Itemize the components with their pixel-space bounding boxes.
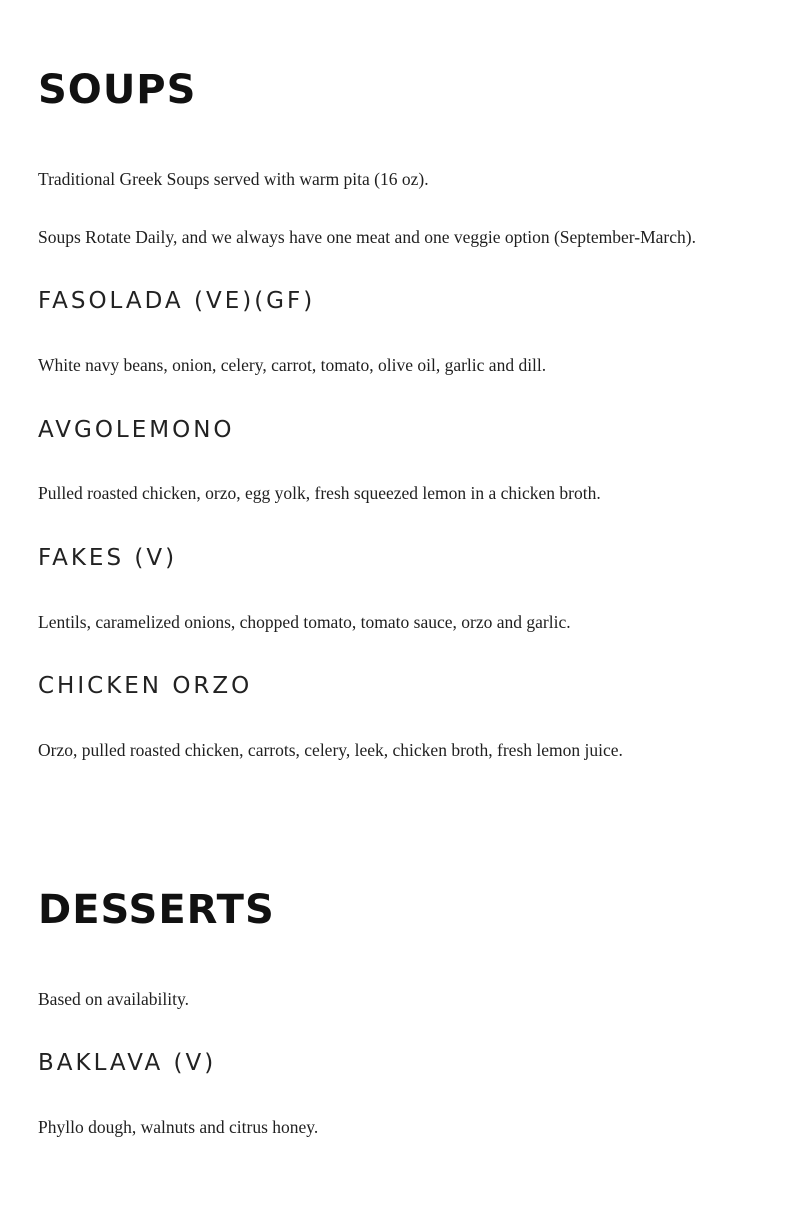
menu-item-description: Pulled roasted chicken, orzo, egg yolk, fresh squeezed lemon in a chicken broth. bbox=[38, 483, 601, 503]
menu-item-description: White navy beans, onion, celery, carrot, tomato, olive oil, garlic and dill. bbox=[38, 355, 547, 375]
menu-item-description: Orzo, pulled roasted chicken, carrots, celery, leek, chicken broth, fresh lemon juice. bbox=[38, 740, 623, 760]
menu-item-description: Phyllo dough, walnuts and citrus honey. bbox=[38, 1117, 319, 1137]
soups-intro-text: Traditional Greek Soups served with warm pita (16 oz). bbox=[38, 169, 429, 189]
menu-item-description: Lentils, caramelized onions, chopped tomato, tomato sauce, orzo and garlic. bbox=[38, 612, 571, 632]
menu-item-name: CHICKEN ORZO bbox=[38, 673, 253, 699]
menu-item-name: FAKES (V) bbox=[38, 545, 178, 571]
soups-rotation-note: Soups Rotate Daily, and we always have one meat and one veggie option (September-March). bbox=[38, 227, 696, 247]
menu-item-name: BAKLAVA (V) bbox=[38, 1050, 217, 1076]
desserts-section-title: DESSERTS bbox=[38, 887, 275, 933]
desserts-intro-text: Based on availability. bbox=[38, 989, 189, 1009]
menu-item-name: FASOLADA (VE)(GF) bbox=[38, 288, 316, 314]
soups-section-title: SOUPS bbox=[38, 67, 197, 113]
menu-item-name: AVGOLEMONO bbox=[38, 417, 235, 443]
